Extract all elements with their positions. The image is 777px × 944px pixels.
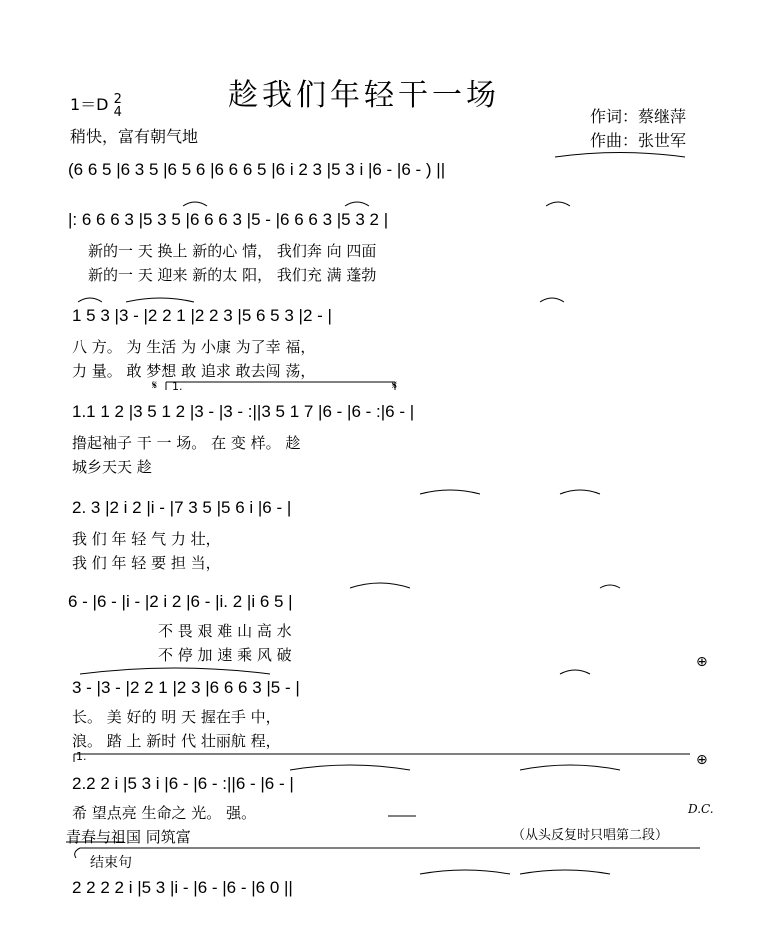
lyric-row-5-verse-2: 我 们 年 轻 要 担 当， bbox=[72, 554, 221, 572]
lyric-row-5-verse-1: 我 们 年 轻 气 力 壮， bbox=[72, 530, 221, 548]
ending-label: 结束句 bbox=[90, 855, 132, 871]
notation-row-9: 2 2 2 2 i |5 3 |i - |6 - |6 - |6 0 || bbox=[72, 878, 293, 897]
segno-sign-2: 𝄋 bbox=[392, 378, 398, 392]
lyric-row-3-verse-1: 八 方。 为 生活 为 小康 为了幸 福， bbox=[72, 338, 316, 356]
key-label: 1＝D bbox=[70, 95, 109, 114]
lyric-row-2-verse-1: 新的一 天 换上 新的心 情， 我们奔 向 四面 bbox=[88, 242, 377, 260]
notation-row-7: 3 - |3 - |2 2 1 |2 3 |6 6 6 3 |5 - | bbox=[72, 678, 300, 697]
lyricist-credit: 作词：蔡继萍 bbox=[590, 107, 687, 126]
notation-row-1: (6 6 5 |6 3 5 |6 5 6 |6 6 6 5 |6 i 2 3 |5 3 i |6 - |6 - ) || bbox=[68, 160, 446, 179]
notation-row-4: 1.1 1 2 |3 5 1 2 |3 - |3 - :||3 5 1 7 |6 - |6 - :|6 - | bbox=[72, 402, 415, 421]
lyric-row-6-verse-1: 不 畏 艰 难 山 高 水 bbox=[158, 622, 292, 640]
time-bottom: 4 bbox=[113, 104, 122, 120]
segno-sign: 𝄋 bbox=[152, 378, 158, 392]
lyric-row-7-verse-1: 长。 美 好的 明 天 握在手 中， bbox=[72, 708, 281, 726]
notation-row-2: |: 6 6 6 3 |5 3 5 |6 6 6 3 |5 - |6 6 6 3 |5 3 2 | bbox=[68, 210, 389, 229]
composer-credit: 作曲：张世军 bbox=[590, 131, 687, 150]
notation-row-3: 1 5 3 |3 - |2 2 1 |2 2 3 |5 6 5 3 |2 - | bbox=[72, 306, 332, 325]
lyric-row-2-verse-2: 新的一 天 迎来 新的太 阳， 我们充 满 蓬勃 bbox=[88, 266, 377, 284]
notation-row-8: 2.2 2 i |5 3 i |6 - |6 - :||6 - |6 - | bbox=[72, 774, 294, 793]
tempo-marking: 稍快，富有朝气地 bbox=[70, 127, 199, 146]
lyric-row-8-verse-1: 希 望点亮 生命之 光。 强。 bbox=[72, 804, 257, 822]
volta-first: 1. bbox=[172, 380, 183, 393]
lyric-row-3-verse-2: 力 量。 敢 梦想 敢 追求 敢去闯 荡， bbox=[72, 362, 316, 380]
song-title: 趁我们年轻干一场 bbox=[228, 78, 500, 113]
lyric-row-4-verse-1: 撸起袖子 干 一 场。 在 变 样。 趁 bbox=[72, 434, 301, 452]
lyric-row-8-verse-2: 青春与祖国 同筑富 bbox=[66, 828, 191, 846]
coda-sign: ⊕ bbox=[696, 654, 708, 670]
notation-row-5: 2. 3 |2 i 2 |i - |7 3 5 |5 6 i |6 - | bbox=[72, 498, 292, 517]
notation-row-6: 6 - |6 - |i - |2 i 2 |6 - |i. 2 |i 6 5 | bbox=[68, 592, 293, 611]
lyric-row-6-verse-2: 不 停 加 速 乘 风 破 bbox=[158, 646, 292, 664]
dc-instruction: （从头反复时只唱第二段） bbox=[512, 828, 669, 843]
time-top: 2 bbox=[113, 91, 122, 107]
lyric-row-4-verse-2: 城乡天天 趁 bbox=[72, 458, 152, 476]
dc-marking: D.C. bbox=[688, 802, 714, 816]
lyric-row-7-verse-2: 浪。 踏 上 新时 代 壮丽航 程， bbox=[72, 732, 281, 750]
volta-second: 1. bbox=[76, 750, 87, 763]
coda-sign-2: ⊕ bbox=[696, 752, 708, 768]
